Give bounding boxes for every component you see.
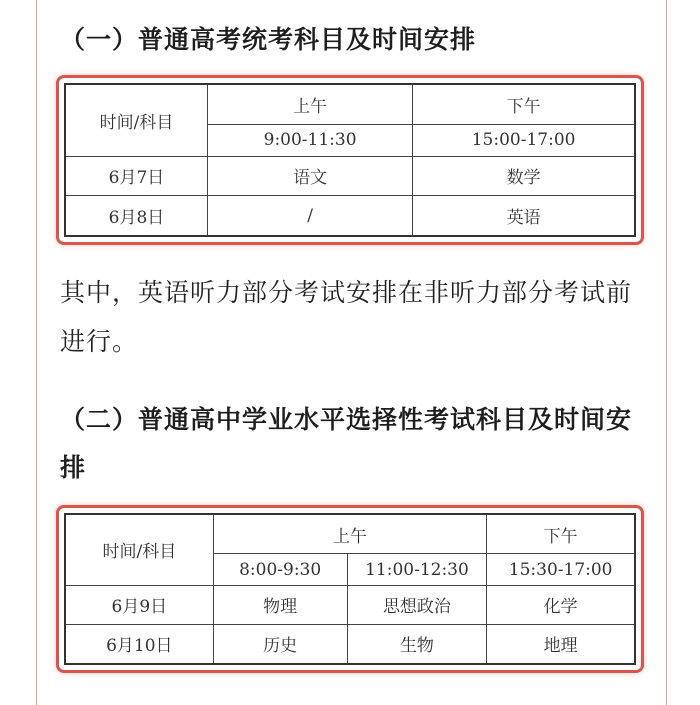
- subject-cell: 语文: [208, 156, 413, 196]
- am-time: 9:00-11:30: [208, 124, 413, 156]
- subject-cell: 历史: [213, 624, 347, 664]
- date-cell: 6月7日: [65, 156, 208, 196]
- pm-time: 15:00-17:00: [413, 124, 635, 156]
- table-row: [65, 156, 635, 196]
- corner-header: 时间/科目: [65, 514, 213, 585]
- table-row: [65, 585, 635, 624]
- date-cell: 6月9日: [65, 585, 213, 624]
- section1-heading: （一）普通高考统考科目及时间安排: [60, 25, 477, 54]
- subject-cell: 地理: [487, 624, 635, 664]
- slot1-time: 8:00-9:30: [213, 554, 347, 586]
- table-row: [65, 624, 635, 664]
- subject-cell: 生物: [347, 624, 487, 664]
- date-cell: 6月8日: [65, 196, 208, 236]
- subject-cell: 数学: [413, 156, 635, 196]
- exam-schedule-table-1: [56, 75, 644, 245]
- subject-cell: /: [208, 196, 413, 236]
- subject-cell: 英语: [413, 196, 635, 236]
- am-header: 上午: [213, 514, 487, 554]
- table-row: [65, 196, 635, 236]
- frame-border-left: [36, 0, 37, 705]
- corner-header: 时间/科目: [65, 84, 208, 156]
- pm-header: 下午: [413, 84, 635, 124]
- date-cell: 6月10日: [65, 624, 213, 664]
- subject-cell: 思想政治: [347, 585, 487, 624]
- section2-heading: （二）普通高中学业水平选择性考试科目及时间安排: [60, 405, 633, 482]
- subject-cell: 化学: [487, 585, 635, 624]
- frame-border-right: [666, 0, 667, 705]
- exam-schedule-table-2: [56, 505, 644, 673]
- slot3-time: 15:30-17:00: [487, 554, 635, 586]
- pm-header: 下午: [487, 514, 635, 554]
- am-header: 上午: [208, 84, 413, 124]
- slot2-time: 11:00-12:30: [347, 554, 487, 586]
- subject-cell: 物理: [213, 585, 347, 624]
- listening-note-paragraph: 其中，英语听力部分考试安排在非听力部分考试前进行。: [60, 278, 633, 356]
